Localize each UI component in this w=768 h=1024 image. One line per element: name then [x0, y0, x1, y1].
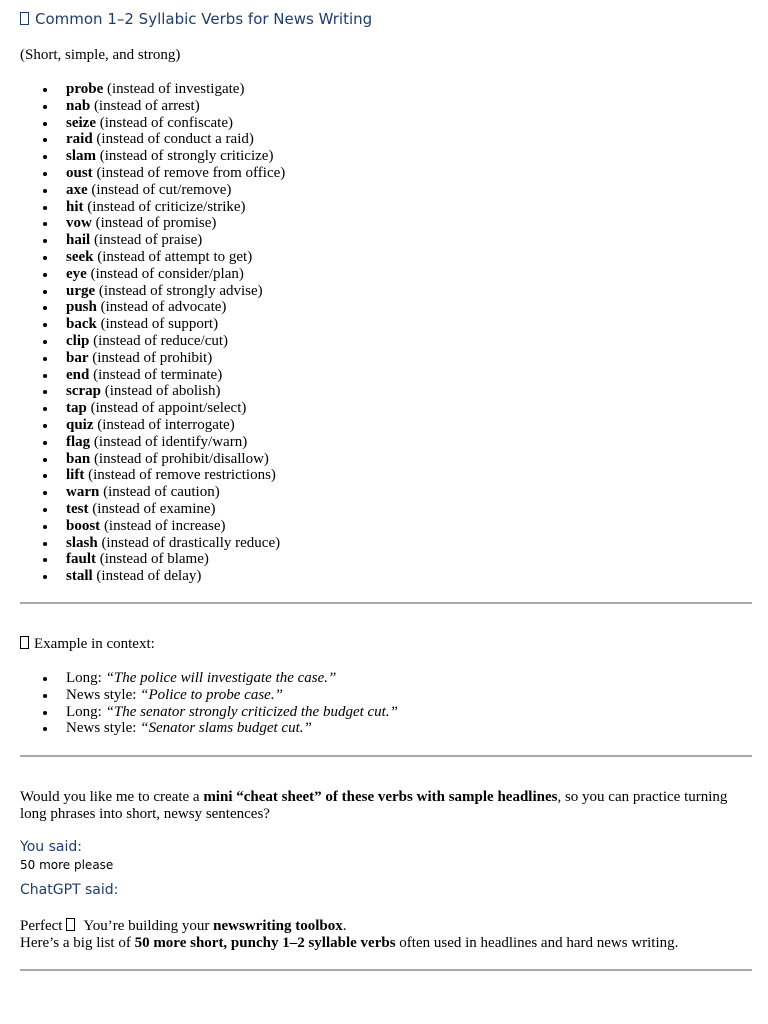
verb-description: (instead of appoint/select)	[86, 400, 247, 417]
verb-description: (instead of strongly advise)	[95, 282, 263, 299]
question-text-bold: mini “cheat sheet” of these verbs with sample headlines	[203, 789, 558, 805]
verb-list-item	[20, 551, 285, 568]
verb-word: oust	[66, 164, 93, 181]
verb-list-item	[20, 467, 285, 484]
verb-word: test	[66, 500, 89, 517]
example-quote: “Police to probe case.”	[140, 686, 283, 703]
example-label: Long:	[66, 703, 106, 720]
verb-word: vow	[66, 215, 92, 232]
example-quote: “The police will investigate the case.”	[105, 670, 337, 686]
subtitle: (Short, simple, and strong)	[20, 47, 181, 63]
missing-emoji-icon	[20, 636, 29, 649]
missing-emoji-icon	[20, 12, 29, 25]
verb-list-item	[20, 434, 285, 451]
verb-word: scrap	[66, 383, 101, 400]
verb-list-item	[20, 400, 285, 417]
verb-list-item	[20, 484, 285, 501]
reply-line1-post: .	[342, 918, 347, 934]
verb-description: (instead of remove from office)	[92, 164, 286, 181]
verb-description: (instead of investigate)	[103, 81, 245, 97]
assistant-reply	[20, 918, 760, 952]
verb-list-item	[20, 316, 285, 333]
verb-description: (instead of caution)	[99, 484, 220, 501]
verb-list-item	[20, 232, 285, 249]
verb-word: boost	[66, 517, 101, 534]
verb-word: clip	[66, 332, 90, 349]
reply-line1-mid: You’re building your	[80, 918, 214, 934]
verb-description: (instead of advocate)	[96, 299, 227, 316]
verb-list-item	[20, 333, 285, 350]
reply-line-1	[20, 918, 760, 935]
verb-word: tap	[66, 400, 87, 417]
verb-description: (instead of cut/remove)	[87, 181, 232, 198]
verb-description: (instead of promise)	[91, 215, 217, 232]
example-list-item	[20, 704, 398, 721]
example-list-item	[20, 670, 398, 687]
verb-word: ban	[66, 450, 91, 467]
question-text-post: , so you can practice turning long phrases into short, newsy sentences?	[20, 789, 728, 822]
verb-description: (instead of remove restrictions)	[84, 467, 276, 484]
example-label: News style:	[66, 720, 141, 737]
verb-list-item	[20, 98, 285, 115]
verb-word: eye	[66, 265, 87, 282]
verb-description: (instead of conduct a raid)	[92, 131, 254, 148]
verb-description: (instead of attempt to get)	[93, 248, 253, 265]
verb-list-item	[20, 350, 285, 367]
example-quote: “The senator strongly criticized the budget cut.”	[105, 703, 398, 720]
divider	[20, 755, 752, 757]
verb-description: (instead of identify/warn)	[90, 433, 248, 450]
verb-list-item	[20, 182, 285, 199]
verb-word: fault	[66, 551, 96, 568]
verb-word: axe	[66, 181, 88, 198]
verb-description: (instead of prohibit/disallow)	[90, 450, 269, 467]
example-label: News style:	[66, 686, 141, 703]
verb-word: flag	[66, 433, 91, 450]
example-list-item	[20, 720, 398, 737]
reply-line1-bold: newswriting toolbox	[213, 918, 343, 934]
verb-description: (instead of reduce/cut)	[89, 332, 229, 349]
verb-word: bar	[66, 349, 89, 366]
verb-word: slash	[66, 534, 98, 551]
you-said-label: You said:	[20, 839, 82, 855]
example-quote: “Senator slams budget cut.”	[140, 720, 312, 737]
verb-description: (instead of delay)	[92, 568, 202, 585]
divider	[20, 602, 752, 604]
verb-word: seize	[66, 114, 96, 131]
divider	[20, 969, 752, 971]
verb-description: (instead of criticize/strike)	[83, 198, 246, 215]
verb-word: quiz	[66, 416, 94, 433]
verb-list-item	[20, 115, 285, 132]
verb-list-item	[20, 417, 285, 434]
verb-description: (instead of confiscate)	[95, 114, 234, 131]
verb-description: (instead of interrogate)	[93, 416, 235, 433]
reply-line2-post: often used in headlines and hard news writing.	[395, 935, 679, 951]
verb-word: raid	[66, 131, 93, 148]
verb-list-item	[20, 199, 285, 216]
verb-word: back	[66, 316, 97, 333]
verb-list-item	[20, 501, 285, 518]
verb-word: hail	[66, 232, 91, 249]
question-text-pre: Would you like me to create a	[20, 789, 204, 805]
verb-word: urge	[66, 282, 96, 299]
missing-emoji-icon	[66, 918, 75, 931]
verb-word: end	[66, 366, 90, 383]
verb-list-item	[20, 518, 285, 535]
example-list-item	[20, 687, 398, 704]
verb-description: (instead of increase)	[100, 517, 226, 534]
verb-word: stall	[66, 568, 93, 585]
verb-description: (instead of blame)	[96, 551, 209, 568]
reply-line1-pre: Perfect	[20, 918, 67, 934]
verb-list-item	[20, 165, 285, 182]
verb-description: (instead of strongly criticize)	[96, 148, 274, 165]
follow-up-question	[20, 789, 755, 823]
example-heading-text: Example in context:	[34, 636, 155, 652]
user-message: 50 more please	[20, 858, 114, 872]
section-heading-text: Common 1–2 Syllabic Verbs for News Writing	[35, 10, 373, 28]
verb-description: (instead of examine)	[88, 500, 216, 517]
verb-description: (instead of support)	[96, 316, 219, 333]
example-heading	[20, 636, 155, 653]
chatgpt-said-label: ChatGPT said:	[20, 882, 119, 898]
verb-list-item	[20, 283, 285, 300]
verb-word: nab	[66, 97, 91, 114]
verb-word: probe	[66, 81, 104, 97]
verb-word: hit	[66, 198, 84, 215]
verb-description: (instead of consider/plan)	[86, 265, 244, 282]
reply-line2-pre: Here’s a big list of	[20, 935, 135, 951]
verb-description: (instead of drastically reduce)	[97, 534, 281, 551]
example-label: Long:	[66, 670, 106, 686]
verb-word: slam	[66, 148, 96, 165]
verb-list	[20, 81, 285, 585]
verb-list-item	[20, 451, 285, 468]
verb-word: warn	[66, 484, 100, 501]
verb-list-item	[20, 249, 285, 266]
verb-list-item	[20, 568, 285, 585]
verb-list-item	[20, 299, 285, 316]
section-heading	[20, 10, 372, 28]
verb-list-item	[20, 81, 285, 98]
verb-description: (instead of abolish)	[101, 383, 221, 400]
reply-line2-bold: 50 more short, punchy 1–2 syllable verbs	[134, 935, 396, 951]
verb-list-item	[20, 148, 285, 165]
example-list	[20, 670, 398, 737]
verb-description: (instead of prohibit)	[88, 349, 213, 366]
verb-description: (instead of arrest)	[90, 97, 200, 114]
verb-list-item	[20, 131, 285, 148]
verb-list-item	[20, 215, 285, 232]
verb-description: (instead of terminate)	[89, 366, 223, 383]
verb-description: (instead of praise)	[90, 232, 203, 249]
reply-line-2	[20, 935, 760, 952]
verb-list-item	[20, 266, 285, 283]
verb-list-item	[20, 383, 285, 400]
verb-word: lift	[66, 467, 85, 484]
verb-list-item	[20, 367, 285, 384]
verb-list-item	[20, 535, 285, 552]
verb-word: push	[66, 299, 97, 316]
verb-word: seek	[66, 248, 94, 265]
